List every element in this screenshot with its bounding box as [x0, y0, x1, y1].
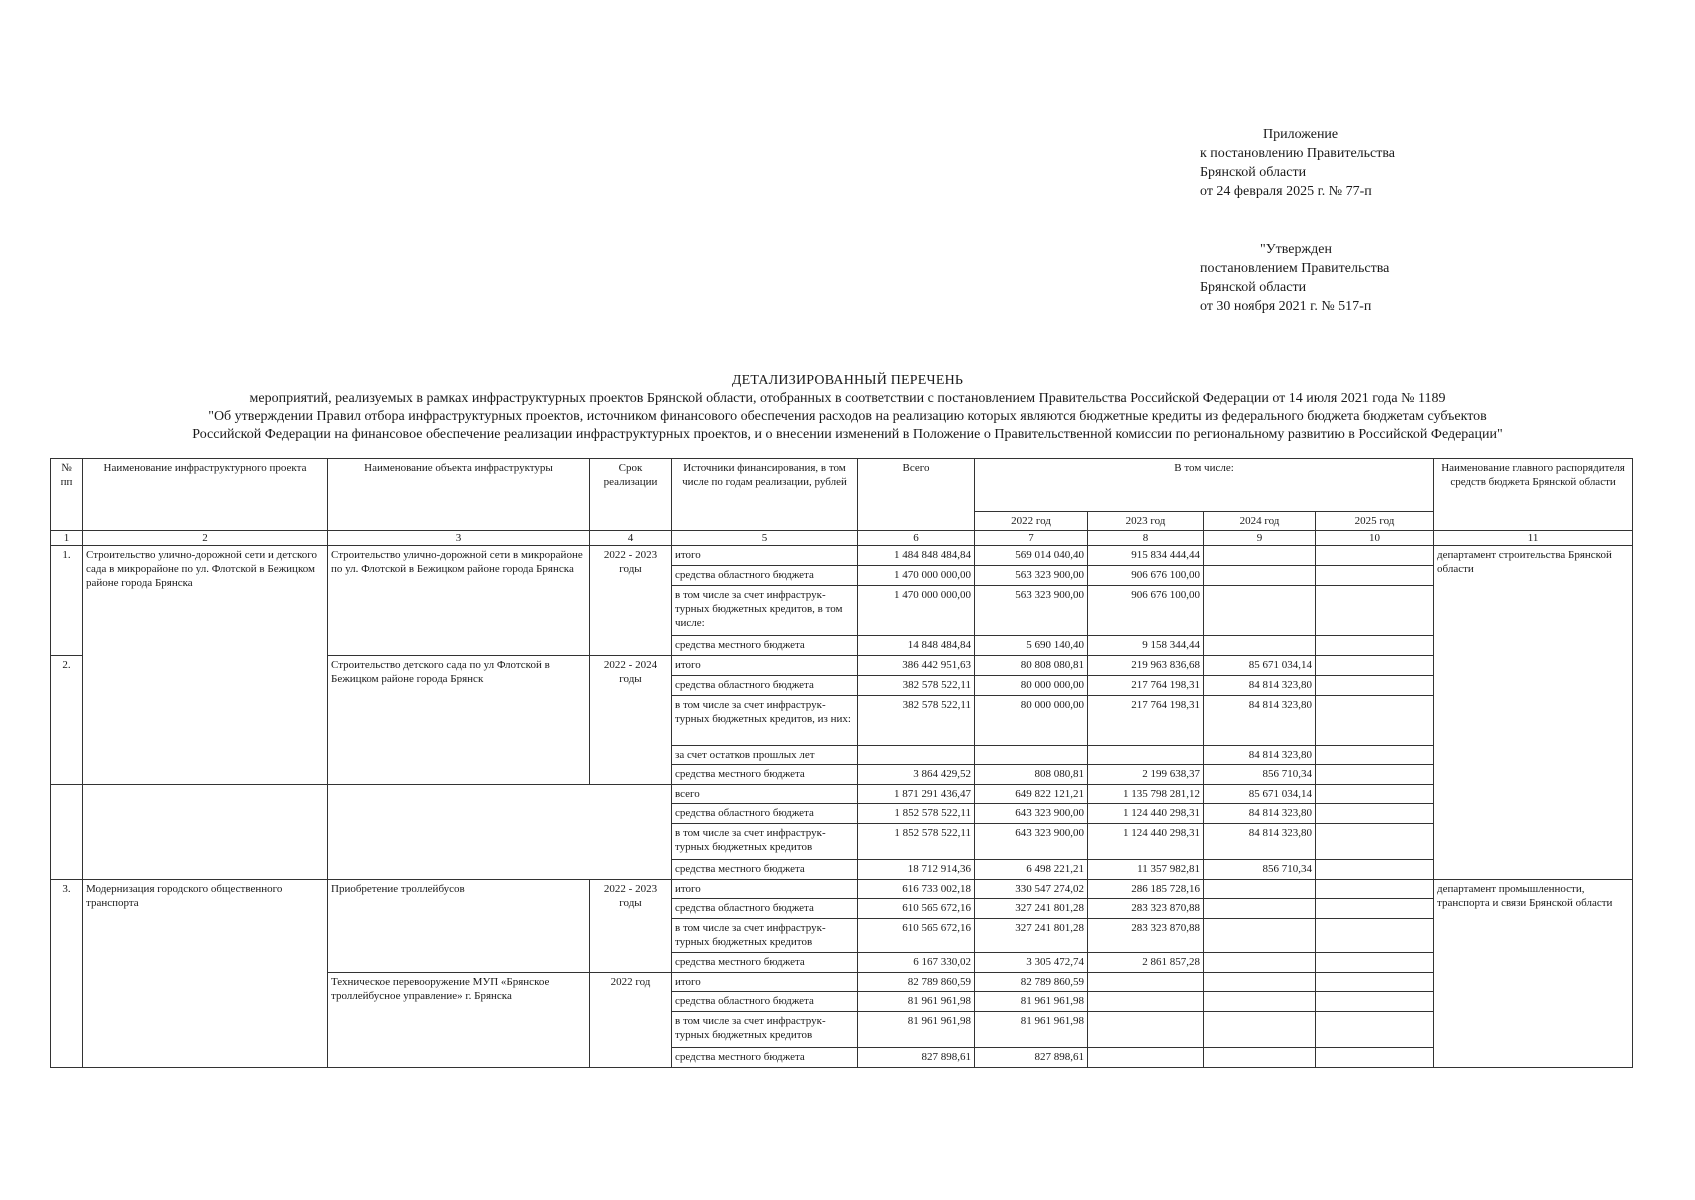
appendix-line: к постановлению Правительства — [1200, 146, 1396, 161]
source-cell: итого — [672, 973, 858, 992]
year-2025-cell — [1316, 860, 1434, 880]
year-2022-cell: 6 498 221,21 — [975, 860, 1088, 880]
appendix-line: Брянской области — [1200, 165, 1307, 180]
year-2024-cell — [1204, 1048, 1316, 1068]
source-cell: в том числе за счет инфраструк-турных бюджетных кредитов, в том числе: — [672, 586, 858, 636]
year-2023-cell — [1088, 992, 1204, 1012]
col-number: 7 — [975, 531, 1088, 546]
header-sources: Источники финансирования, в том числе по годам реализации, рублей — [672, 459, 858, 531]
col-number: 8 — [1088, 531, 1204, 546]
total-cell: 610 565 672,16 — [858, 919, 975, 953]
header-year-2025: 2025 год — [1316, 512, 1434, 531]
year-2022-cell: 80 000 000,00 — [975, 696, 1088, 746]
source-cell: в том числе за счет инфраструк-турных бюджетных кредитов — [672, 919, 858, 953]
year-2022-cell: 80 808 080,81 — [975, 656, 1088, 676]
term-cell: 2022 - 2023 годы — [590, 880, 672, 973]
year-2023-cell: 906 676 100,00 — [1088, 566, 1204, 586]
table-row — [51, 880, 1633, 899]
document-title: ДЕТАЛИЗИРОВАННЫЙ ПЕРЕЧЕНЬ — [731, 373, 964, 388]
year-2024-cell — [1204, 919, 1316, 953]
year-2025-cell — [1316, 880, 1434, 899]
source-cell: в том числе за счет инфраструк-турных бюджетных кредитов — [672, 1012, 858, 1048]
year-2022-cell: 327 241 801,28 — [975, 899, 1088, 919]
year-2025-cell — [1316, 1012, 1434, 1048]
year-2024-cell: 84 814 323,80 — [1204, 746, 1316, 765]
header-including: В том числе: — [975, 459, 1434, 512]
year-2022-cell: 808 080,81 — [975, 765, 1088, 785]
source-cell: в том числе за счет инфраструк-турных бюджетных кредитов, из них: — [672, 696, 858, 746]
year-2025-cell — [1316, 973, 1434, 992]
source-cell: средства местного бюджета — [672, 1048, 858, 1068]
year-2025-cell — [1316, 566, 1434, 586]
manager-cell: департамент промышленности, транспорта и связи Брянской области — [1434, 880, 1633, 1068]
year-2024-cell — [1204, 566, 1316, 586]
row-number-cell: 1. — [51, 546, 83, 656]
total-cell: 827 898,61 — [858, 1048, 975, 1068]
projects-table — [50, 458, 1633, 1068]
object-name-cell: Техническое перевооружение МУП «Брянское троллейбусное управление» г. Брянска — [328, 973, 590, 1068]
approved-block — [1200, 240, 1389, 316]
year-2023-cell: 906 676 100,00 — [1088, 586, 1204, 636]
source-cell: средства местного бюджета — [672, 953, 858, 973]
year-2023-cell: 9 158 344,44 — [1088, 636, 1204, 656]
year-2025-cell — [1316, 765, 1434, 785]
col-number: 10 — [1316, 531, 1434, 546]
row-number-cell: 2. — [51, 656, 83, 785]
year-2025-cell — [1316, 785, 1434, 804]
col-number: 4 — [590, 531, 672, 546]
document-heading — [40, 372, 1655, 444]
year-2025-cell — [1316, 824, 1434, 860]
year-2024-cell — [1204, 1012, 1316, 1048]
total-cell: 382 578 522,11 — [858, 696, 975, 746]
year-2024-cell — [1204, 546, 1316, 566]
year-2022-cell: 327 241 801,28 — [975, 919, 1088, 953]
year-2022-cell: 643 323 900,00 — [975, 804, 1088, 824]
total-cell: 3 864 429,52 — [858, 765, 975, 785]
year-2023-cell — [1088, 1048, 1204, 1068]
year-2022-cell: 81 961 961,98 — [975, 1012, 1088, 1048]
col-number: 2 — [83, 531, 328, 546]
col-number: 11 — [1434, 531, 1633, 546]
header-year-2024: 2024 год — [1204, 512, 1316, 531]
year-2023-cell: 2 199 638,37 — [1088, 765, 1204, 785]
total-cell: 382 578 522,11 — [858, 676, 975, 696]
source-cell: средства областного бюджета — [672, 899, 858, 919]
total-cell — [858, 746, 975, 765]
source-cell: итого — [672, 656, 858, 676]
year-2024-cell — [1204, 880, 1316, 899]
total-cell: 82 789 860,59 — [858, 973, 975, 992]
header-total: Всего — [858, 459, 975, 531]
year-2022-cell: 649 822 121,21 — [975, 785, 1088, 804]
appendix-block — [1200, 125, 1395, 201]
source-cell: средства областного бюджета — [672, 992, 858, 1012]
total-cell: 1 871 291 436,47 — [858, 785, 975, 804]
year-2022-cell: 569 014 040,40 — [975, 546, 1088, 566]
year-2023-cell: 219 963 836,68 — [1088, 656, 1204, 676]
approved-line: "Утвержден — [1260, 242, 1332, 257]
source-cell: средства местного бюджета — [672, 860, 858, 880]
year-2025-cell — [1316, 992, 1434, 1012]
col-number: 3 — [328, 531, 590, 546]
year-2023-cell: 217 764 198,31 — [1088, 676, 1204, 696]
object-name-cell: Приобретение троллейбусов — [328, 880, 590, 973]
header-year-2023: 2023 год — [1088, 512, 1204, 531]
header-num: № пп — [51, 459, 83, 531]
year-2023-cell: 11 357 982,81 — [1088, 860, 1204, 880]
object-name-cell: Строительство улично-дорожной сети в микрорайоне по ул. Флотской в Бежицком районе города Брянска — [328, 546, 590, 656]
source-cell: средства областного бюджета — [672, 676, 858, 696]
total-cell: 18 712 914,36 — [858, 860, 975, 880]
source-cell: итого — [672, 546, 858, 566]
year-2023-cell — [1088, 1012, 1204, 1048]
header-project: Наименование инфраструктурного проекта — [83, 459, 328, 531]
year-2022-cell: 80 000 000,00 — [975, 676, 1088, 696]
total-cell: 386 442 951,63 — [858, 656, 975, 676]
year-2025-cell — [1316, 746, 1434, 765]
year-2023-cell: 1 135 798 281,12 — [1088, 785, 1204, 804]
year-2024-cell — [1204, 953, 1316, 973]
year-2025-cell — [1316, 546, 1434, 566]
approved-line: от 30 ноября 2021 г. № 517-п — [1200, 299, 1372, 314]
year-2023-cell — [1088, 973, 1204, 992]
appendix-line: от 24 февраля 2025 г. № 77-п — [1200, 184, 1372, 199]
project-name-cell: Модернизация городского общественного транспорта — [83, 880, 328, 1068]
year-2024-cell: 85 671 034,14 — [1204, 656, 1316, 676]
document-subtitle: Российской Федерации на финансовое обеспечение реализации инфраструктурных проектов, и о внесении изменений в Положение о Правительственной комиссии по региональному развитию в Российской Федерации" — [192, 427, 1503, 442]
row-number-cell: 3. — [51, 880, 83, 1068]
source-cell: средства областного бюджета — [672, 804, 858, 824]
source-cell: всего — [672, 785, 858, 804]
total-cell: 616 733 002,18 — [858, 880, 975, 899]
term-cell: 2022 - 2024 годы — [590, 656, 672, 785]
year-2025-cell — [1316, 919, 1434, 953]
source-cell: итого — [672, 880, 858, 899]
col-number: 6 — [858, 531, 975, 546]
year-2024-cell: 856 710,34 — [1204, 765, 1316, 785]
year-2023-cell: 217 764 198,31 — [1088, 696, 1204, 746]
total-cell: 14 848 484,84 — [858, 636, 975, 656]
term-cell: 2022 - 2023 годы — [590, 546, 672, 656]
year-2022-cell: 563 323 900,00 — [975, 586, 1088, 636]
year-2023-cell: 286 185 728,16 — [1088, 880, 1204, 899]
blank-cell — [328, 785, 672, 880]
year-2025-cell — [1316, 656, 1434, 676]
total-cell: 1 470 000 000,00 — [858, 586, 975, 636]
object-name-cell: Строительство детского сада по ул Флотской в Бежицком районе города Брянск — [328, 656, 590, 785]
year-2022-cell — [975, 746, 1088, 765]
approved-line: Брянской области — [1200, 280, 1307, 295]
manager-cell: департамент строительства Брянской области — [1434, 546, 1633, 880]
source-cell: средства местного бюджета — [672, 636, 858, 656]
year-2024-cell — [1204, 636, 1316, 656]
year-2024-cell — [1204, 992, 1316, 1012]
total-cell: 1 852 578 522,11 — [858, 824, 975, 860]
year-2022-cell: 81 961 961,98 — [975, 992, 1088, 1012]
year-2025-cell — [1316, 586, 1434, 636]
year-2022-cell: 563 323 900,00 — [975, 566, 1088, 586]
column-numbers-row — [51, 531, 1633, 546]
year-2024-cell: 85 671 034,14 — [1204, 785, 1316, 804]
year-2024-cell: 84 814 323,80 — [1204, 804, 1316, 824]
year-2024-cell: 84 814 323,80 — [1204, 824, 1316, 860]
header-year-2022: 2022 год — [975, 512, 1088, 531]
total-cell: 81 961 961,98 — [858, 992, 975, 1012]
col-number: 5 — [672, 531, 858, 546]
year-2025-cell — [1316, 953, 1434, 973]
year-2023-cell: 1 124 440 298,31 — [1088, 804, 1204, 824]
year-2023-cell: 283 323 870,88 — [1088, 899, 1204, 919]
year-2024-cell — [1204, 973, 1316, 992]
year-2022-cell: 643 323 900,00 — [975, 824, 1088, 860]
header-manager: Наименование главного распорядителя средств бюджета Брянской области — [1434, 459, 1633, 531]
year-2024-cell: 84 814 323,80 — [1204, 696, 1316, 746]
row-number-cell — [51, 785, 83, 880]
year-2023-cell: 1 124 440 298,31 — [1088, 824, 1204, 860]
total-cell: 81 961 961,98 — [858, 1012, 975, 1048]
year-2022-cell: 3 305 472,74 — [975, 953, 1088, 973]
table-row — [51, 785, 1633, 804]
year-2024-cell — [1204, 586, 1316, 636]
year-2023-cell: 283 323 870,88 — [1088, 919, 1204, 953]
project-name-cell — [83, 785, 328, 880]
total-cell: 610 565 672,16 — [858, 899, 975, 919]
year-2025-cell — [1316, 899, 1434, 919]
header-term: Срок реализации — [590, 459, 672, 531]
year-2024-cell: 84 814 323,80 — [1204, 676, 1316, 696]
year-2023-cell: 915 834 444,44 — [1088, 546, 1204, 566]
year-2024-cell — [1204, 899, 1316, 919]
table-row — [51, 546, 1633, 566]
document-subtitle: "Об утверждении Правил отбора инфраструктурных проектов, источником финансового обеспечения расходов на реализацию которых являются бюджетные кредиты из федерального бюджета бюджетам субъектов — [208, 409, 1487, 424]
year-2025-cell — [1316, 676, 1434, 696]
year-2022-cell: 827 898,61 — [975, 1048, 1088, 1068]
source-cell: в том числе за счет инфраструк-турных бюджетных кредитов — [672, 824, 858, 860]
approved-line: постановлением Правительства — [1200, 261, 1390, 276]
total-cell: 1 484 848 484,84 — [858, 546, 975, 566]
year-2022-cell: 5 690 140,40 — [975, 636, 1088, 656]
total-cell: 1 470 000 000,00 — [858, 566, 975, 586]
source-cell: за счет остатков прошлых лет — [672, 746, 858, 765]
source-cell: средства местного бюджета — [672, 765, 858, 785]
year-2023-cell: 2 861 857,28 — [1088, 953, 1204, 973]
year-2025-cell — [1316, 696, 1434, 746]
col-number: 9 — [1204, 531, 1316, 546]
source-cell: средства областного бюджета — [672, 566, 858, 586]
total-cell: 1 852 578 522,11 — [858, 804, 975, 824]
project-name-cell: Строительство улично-дорожной сети и детского сада в микрорайоне по ул. Флотской в Бежицком районе города Брянска — [83, 546, 328, 785]
year-2024-cell: 856 710,34 — [1204, 860, 1316, 880]
term-cell: 2022 год — [590, 973, 672, 1068]
year-2023-cell — [1088, 746, 1204, 765]
appendix-line: Приложение — [1263, 127, 1339, 142]
year-2025-cell — [1316, 804, 1434, 824]
year-2025-cell — [1316, 1048, 1434, 1068]
year-2022-cell: 330 547 274,02 — [975, 880, 1088, 899]
total-cell: 6 167 330,02 — [858, 953, 975, 973]
header-object: Наименование объекта инфраструктуры — [328, 459, 590, 531]
year-2025-cell — [1316, 636, 1434, 656]
document-subtitle: мероприятий, реализуемых в рамках инфраструктурных проектов Брянской области, отобранных в соответствии с постановлением Правительства Российской Федерации от 14 июля 2021 года № 1189 — [249, 391, 1446, 406]
header-row — [51, 459, 1633, 512]
year-2022-cell: 82 789 860,59 — [975, 973, 1088, 992]
col-number: 1 — [51, 531, 83, 546]
